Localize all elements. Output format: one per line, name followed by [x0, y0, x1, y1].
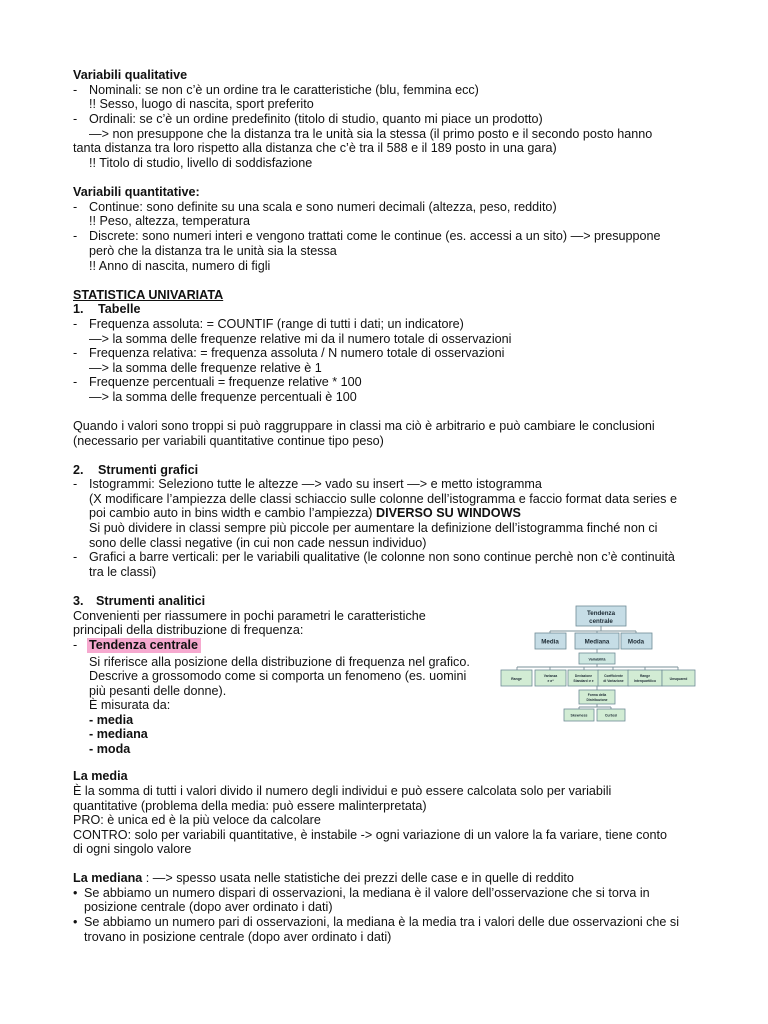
istogrammi-text: sono delle classi negative (in cui non cade nessun individuo) [89, 536, 427, 550]
measure-item: - moda [89, 742, 131, 756]
dash-bullet: - [73, 638, 78, 652]
classi-text: (necessario per variabili quantitative continue tipo peso) [73, 434, 384, 448]
mediana-dispari: Se abbiamo un numero dispari di osservazioni, la mediana è il valore dell’osservazione che si torva in [84, 886, 650, 900]
dot-bullet: • [73, 886, 78, 900]
measure-item: - mediana [89, 727, 148, 741]
diagram-label: e σ² [547, 679, 554, 683]
analitici-intro: Convenienti per riassumere in pochi parametri le caratteristiche [73, 609, 426, 623]
relativa-text: Frequenza relativa: = frequenza assoluta / N numero totale di osservazioni [89, 346, 505, 360]
diagram-label: Mediana [584, 638, 610, 646]
dash-bullet: - [73, 346, 78, 360]
diagram-label: Deviazione [574, 674, 593, 678]
relativa-note: —> la somma delle frequenze relative è 1 [89, 361, 322, 375]
mediana-pari: Se abbiamo un numero pari di osservazioni, la mediana è la media tra i valori delle due osservazioni che si [84, 915, 680, 929]
tendenza-desc: Descrive a grossomodo come si comporta un fenomeno (es. uomini [89, 669, 467, 683]
nominali-text: Nominali: se non c’è un ordine tra le caratteristiche (blu, femmina ecc) [89, 83, 479, 97]
section-number: 2. [73, 463, 84, 477]
ordinali-note: tanta distanza tra loro rispetto alla distanza che c’è tra il 588 e il 189 posto in una gara) [73, 141, 557, 155]
dash-bullet: - [73, 375, 78, 389]
media-pro: PRO: è unica ed è la più veloce da calcolare [73, 813, 321, 827]
diagram-label: Standard σ e [573, 679, 594, 683]
diagram-label: Curtosi [604, 713, 618, 718]
dash-bullet: - [73, 477, 78, 491]
istogrammi-text: Si può dividere in classi sempre più piccole per aumentare la definizione dell’istogramma finché non ci [89, 521, 658, 535]
mediana-intro-text: : —> spesso usata nelle statistiche dei prezzi delle case e in quelle di reddito [145, 871, 574, 885]
percentuali-note: —> la somma delle frequenze percentuali è 100 [89, 390, 357, 404]
mediana-intro [73, 871, 574, 886]
measure-item: - media [89, 713, 134, 727]
tendenza-desc: più pesanti delle donne). [89, 684, 227, 698]
dash-bullet: - [73, 200, 78, 214]
ordinali-note: —> non presuppone che la distanza tra le unità sia la stessa (il primo posto e il secondo posto hanno [89, 127, 653, 141]
dot-bullet: • [73, 915, 78, 929]
diagram-label: Tendenza [586, 610, 616, 617]
discrete-text: Discrete: sono numeri interi e vengono trattati come le continue (es. accessi a un sito) —> presuppone [89, 229, 661, 243]
diagram-label: Unsquared [669, 677, 688, 681]
dash-bullet: - [73, 112, 78, 126]
discrete-text: però che la distanza tra le unità sia la stessa [89, 244, 337, 258]
continue-example: !! Peso, altezza, temperatura [89, 214, 251, 228]
barre-text: tra le classi) [89, 565, 157, 579]
barre-text: Grafici a barre verticali: per le variabili qualitative (le colonne non sono continue perchè non c’è continuità [89, 550, 675, 564]
tabelle-heading: Tabelle [98, 302, 141, 316]
section-number: 1. [73, 302, 84, 316]
analitici-intro: principali della distribuzione di frequenza: [73, 623, 304, 637]
diagram-box-devstd [568, 670, 599, 686]
analitici-heading: Strumenti analitici [96, 594, 206, 608]
percentuali-text: Frequenze percentuali = frequenze relative * 100 [89, 375, 362, 389]
diagram-label: centrale [589, 618, 613, 625]
nominali-example: !! Sesso, luogo di nascita, sport preferito [89, 97, 314, 111]
media-text: È la somma di tutti i valori divido il numero degli individui e può essere calcolata solo per variabili [73, 784, 612, 798]
tendenza-desc: Si riferisce alla posizione della distribuzione di frequenza nel grafico. [89, 655, 470, 669]
diagram-label: Coefficiente [604, 674, 623, 678]
diagram-label: Skewness [570, 713, 588, 718]
dash-bullet: - [73, 83, 78, 97]
classi-text: Quando i valori sono troppi si può raggruppare in classi ma ciò è arbitrario e può cambiare le conclusioni [73, 419, 655, 433]
mediana-dispari: posizione centrale (dopo aver ordinato i dati) [84, 900, 333, 914]
diagram-label: Variabilità [588, 657, 606, 662]
media-contro: CONTRO: solo per variabili quantitative, è instabile -> ogni variazione di un valore la fa variare, tiene conto [73, 828, 667, 842]
media-heading: La media [73, 769, 128, 783]
assoluta-text: Frequenza assoluta: = COUNTIF (range di tutti i dati; un indicatore) [89, 317, 464, 331]
diagram-box-varianza [535, 670, 566, 686]
mediana-pari: trovano in posizione centrale (dopo aver ordinato i dati) [84, 930, 392, 944]
quantitative-heading: Variabili quantitative: [73, 185, 200, 199]
ordinali-example: !! Titolo di studio, livello di soddisfazione [89, 156, 313, 170]
ordinali-text: Ordinali: se c’è un ordine predefinito (titolo di studio, quanto mi piace un prodotto) [89, 112, 543, 126]
qualitative-heading: Variabili qualitative [73, 68, 188, 82]
dash-bullet: - [73, 229, 78, 243]
discrete-example: !! Anno di nascita, numero di figli [89, 259, 271, 273]
grafici-heading: Strumenti grafici [98, 463, 199, 477]
diverso-windows: DIVERSO SU WINDOWS [376, 506, 521, 520]
mediana-heading: La mediana [73, 871, 143, 885]
istogrammi-text: (X modificare l’ampiezza delle classi schiaccio sulle colonne dell’istogramma e faccio format data series e [89, 492, 677, 506]
dash-bullet: - [73, 317, 78, 331]
diagram-box-interquartile [628, 670, 662, 686]
diagram-label: Interquartilico [634, 679, 656, 683]
dash-bullet: - [73, 550, 78, 564]
continue-text: Continue: sono definite su una scala e sono numeri decimali (altezza, peso, reddito) [89, 200, 557, 214]
diagram-label: Varianza [543, 674, 558, 678]
istogrammi-plain: poi cambio auto in bins width e cambio l’ampiezza) [89, 506, 373, 520]
univariata-heading: STATISTICA UNIVARIATA [73, 288, 224, 302]
diagram-label: Forma della [587, 693, 607, 697]
media-text: quantitative (problema della media: può essere malinterpretata) [73, 799, 427, 813]
diagram-label: di Variazione [603, 679, 624, 683]
misurata-text: È misurata da: [89, 698, 171, 712]
tendenza-highlight: Tendenza centrale [87, 638, 201, 653]
istogrammi-text: Istogrammi: Seleziono tutte le altezze —> vado su insert —> e metto istogramma [89, 477, 542, 491]
diagram-box-coeff [598, 670, 629, 686]
diagram-label: Range [639, 674, 651, 678]
diagram-label: Moda [627, 638, 645, 646]
diagram-label: Distribuzione [586, 698, 608, 702]
diagram-label: Media [541, 638, 559, 646]
section-number: 3. [73, 594, 84, 608]
diagram-label: Range [511, 677, 522, 681]
assoluta-note: —> la somma delle frequenze relative mi da il numero totale di osservazioni [89, 332, 512, 346]
media-contro: di ogni singolo valore [73, 842, 192, 856]
